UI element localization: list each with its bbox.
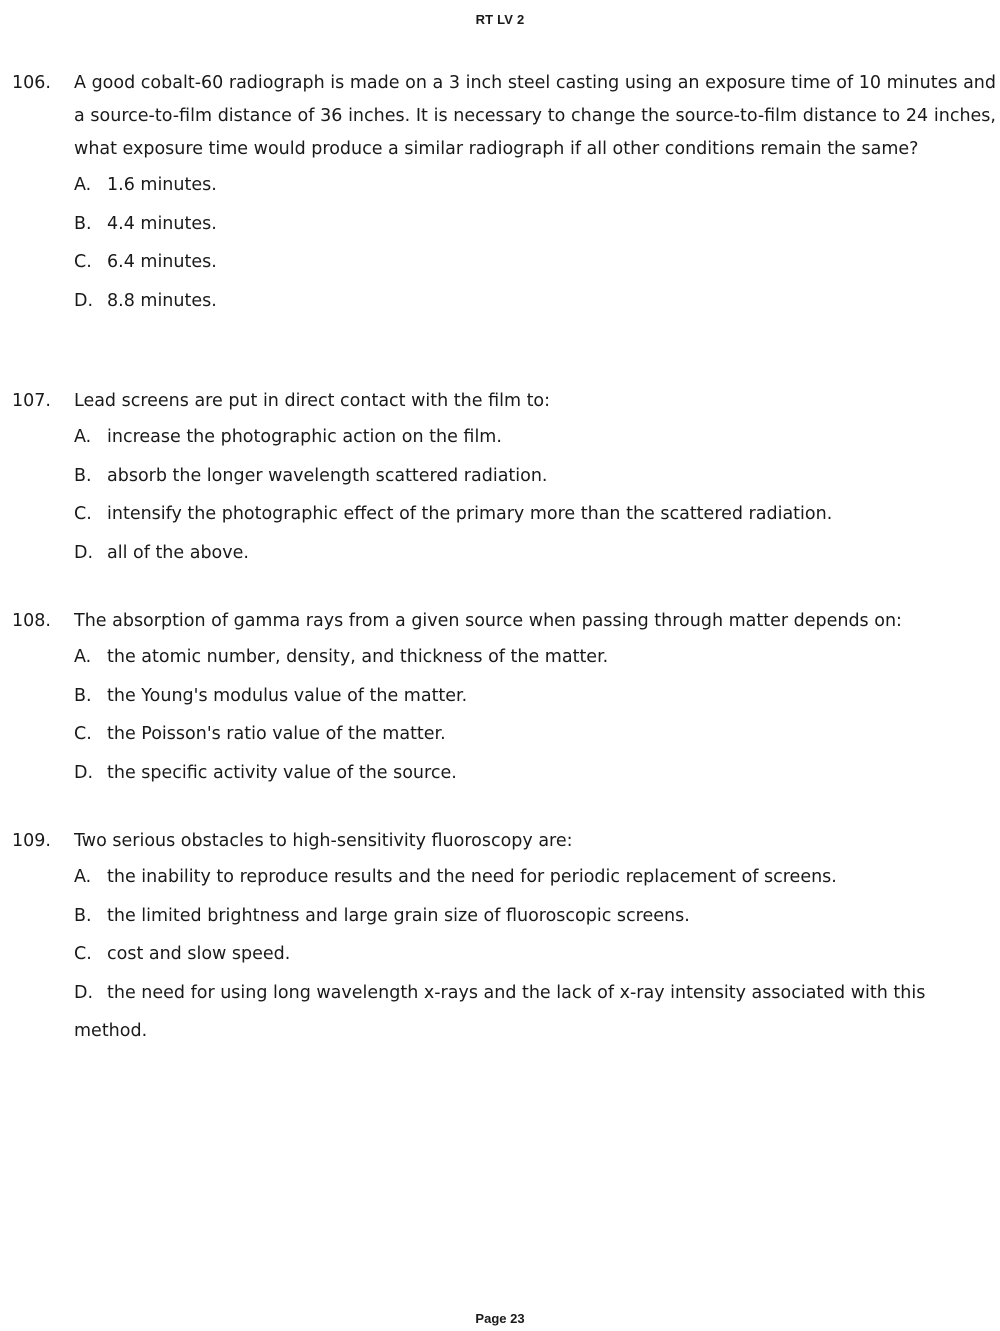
question-number: 108. (12, 611, 51, 631)
option-text: the inability to reproduce results and the need for periodic replacement of screens. (107, 867, 837, 887)
answer-options (74, 418, 996, 572)
option-letter: D. (74, 290, 94, 311)
question-106 (12, 67, 996, 320)
option-a (74, 418, 996, 457)
option-text: all of the above. (107, 542, 249, 563)
option-text: 8.8 minutes. (107, 290, 217, 311)
answer-options (74, 166, 996, 320)
question-108 (12, 605, 996, 792)
question-text: Lead screens are put in direct contact with the film to: (74, 391, 551, 411)
option-a (74, 858, 996, 897)
question-number: 107. (12, 391, 51, 411)
option-letter: C. (74, 252, 92, 272)
option-text: the Poisson's ratio value of the matter. (107, 724, 446, 744)
page-header: RT LV 2 (475, 12, 525, 27)
option-letter: A. (74, 175, 92, 195)
option-d (74, 754, 996, 793)
option-c (74, 495, 996, 534)
page-number: Page 23 (475, 1311, 525, 1326)
question-109 (12, 825, 996, 1051)
option-text: the specific activity value of the source. (107, 762, 457, 783)
option-c (74, 243, 996, 282)
option-letter: A. (74, 867, 92, 887)
option-c (74, 715, 996, 754)
option-c (74, 935, 996, 974)
option-letter: D. (74, 982, 94, 1003)
option-b (74, 897, 996, 936)
option-letter: D. (74, 542, 94, 563)
option-text: the atomic number, density, and thickness of the matter. (107, 647, 609, 667)
option-text: absorb the longer wavelength scattered radiation. (107, 465, 548, 486)
option-b (74, 677, 996, 716)
question-text: Two serious obstacles to high-sensitivity fluoroscopy are: (74, 831, 573, 851)
option-d (74, 534, 996, 573)
option-text: increase the photographic action on the film. (107, 427, 502, 447)
option-a (74, 166, 996, 205)
option-text: the limited brightness and large grain size of fluoroscopic screens. (107, 905, 690, 926)
option-text: intensify the photographic effect of the primary more than the scattered radiation. (107, 504, 833, 524)
option-letter: C. (74, 724, 92, 744)
answer-options (74, 858, 996, 1051)
option-text: 1.6 minutes. (107, 175, 217, 195)
question-number: 109. (12, 831, 51, 851)
option-letter: D. (74, 762, 94, 783)
option-text: the need for using long wavelength x-rays and the lack of x-ray intensity associated with this method. (74, 982, 926, 1041)
option-letter: A. (74, 647, 92, 667)
option-letter: B. (74, 213, 92, 234)
option-a (74, 638, 996, 677)
option-d (74, 974, 996, 1051)
option-b (74, 205, 996, 244)
option-letter: C. (74, 504, 92, 524)
option-letter: A. (74, 427, 92, 447)
option-letter: B. (74, 905, 92, 926)
option-text: 4.4 minutes. (107, 213, 217, 234)
option-letter: B. (74, 465, 92, 486)
question-107 (12, 385, 996, 572)
option-d (74, 282, 996, 321)
answer-options (74, 638, 996, 792)
option-text: the Young's modulus value of the matter. (107, 685, 468, 706)
option-letter: B. (74, 685, 92, 706)
option-text: cost and slow speed. (107, 944, 291, 964)
question-number: 106. (12, 73, 51, 93)
option-letter: C. (74, 944, 92, 964)
option-text: 6.4 minutes. (107, 252, 217, 272)
question-text: A good cobalt-60 radiograph is made on a 3 inch steel casting using an exposure time of 10 minutes and a source-to-film distance of 36 inches. It is necessary to change the source-to-film distance to 24 inches, what exposure time would produce a similar radiograph if all other conditions remain the same? (74, 73, 996, 159)
question-text: The absorption of gamma rays from a given source when passing through matter depends on: (74, 611, 902, 631)
option-b (74, 457, 996, 496)
